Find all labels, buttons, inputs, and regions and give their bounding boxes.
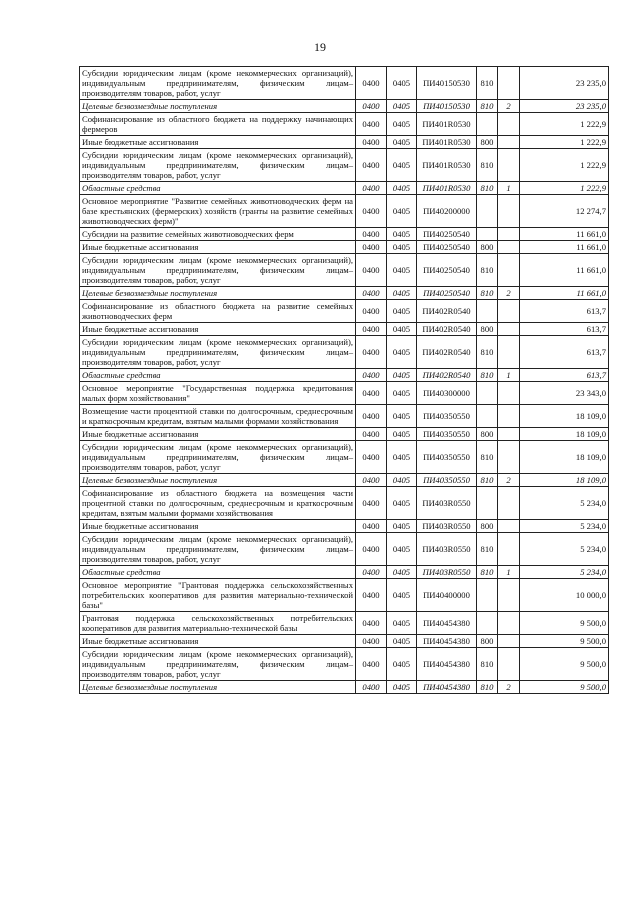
table-row	[80, 579, 609, 612]
target-article-cell: ПИ40200000	[417, 195, 477, 228]
expense-type-cell	[477, 612, 498, 635]
section-code-cell: 0400	[356, 579, 387, 612]
amount-cell: 5 234,0	[520, 520, 609, 533]
target-article-cell: ПИ40454380	[417, 681, 477, 694]
expense-type-cell: 800	[477, 241, 498, 254]
funding-source-cell	[498, 405, 520, 428]
amount-cell: 9 500,0	[520, 648, 609, 681]
expense-type-cell: 810	[477, 441, 498, 474]
subsection-code-cell: 0405	[387, 635, 417, 648]
row-name-cell: Областные средства	[80, 182, 356, 195]
target-article-cell: ПИ403R0550	[417, 487, 477, 520]
row-name-cell: Возмещение части процентной ставки по долгосрочным, среднесрочным и краткосрочным кредитам, взятым малыми формами хозяйствования	[80, 405, 356, 428]
row-name-cell: Субсидии юридическим лицам (кроме некоммерческих организаций), индивидуальным предпринимателям, физическим лицам–производителям товаров, работ, услуг	[80, 336, 356, 369]
subsection-code-cell: 0405	[387, 612, 417, 635]
table-row	[80, 681, 609, 694]
funding-source-cell	[498, 300, 520, 323]
expense-type-cell: 810	[477, 474, 498, 487]
expense-type-cell: 810	[477, 254, 498, 287]
row-name-cell: Основное мероприятие "Грантовая поддержка сельскохозяйственных потребительских кооперативов для развития материально-технической базы"	[80, 579, 356, 612]
amount-cell: 613,7	[520, 369, 609, 382]
amount-cell: 613,7	[520, 300, 609, 323]
amount-cell: 613,7	[520, 336, 609, 369]
target-article-cell: ПИ40250540	[417, 241, 477, 254]
funding-source-cell	[498, 382, 520, 405]
subsection-code-cell: 0405	[387, 405, 417, 428]
target-article-cell: ПИ40150530	[417, 100, 477, 113]
target-article-cell: ПИ403R0550	[417, 520, 477, 533]
row-name-cell: Субсидии юридическим лицам (кроме некоммерческих организаций), индивидуальным предпринимателям, физическим лицам–производителям товаров, работ, услуг	[80, 149, 356, 182]
row-name-cell: Софинансирование из областного бюджета на развитие семейных животноводческих ферм	[80, 300, 356, 323]
amount-cell: 1 222,9	[520, 149, 609, 182]
subsection-code-cell: 0405	[387, 579, 417, 612]
row-name-cell: Целевые безвозмездные поступления	[80, 100, 356, 113]
table-row	[80, 405, 609, 428]
amount-cell: 18 109,0	[520, 428, 609, 441]
amount-cell: 1 222,9	[520, 182, 609, 195]
subsection-code-cell: 0405	[387, 254, 417, 287]
expense-type-cell: 800	[477, 136, 498, 149]
row-name-cell: Иные бюджетные ассигнования	[80, 635, 356, 648]
funding-source-cell	[498, 520, 520, 533]
subsection-code-cell: 0405	[387, 323, 417, 336]
table-row	[80, 533, 609, 566]
amount-cell: 9 500,0	[520, 635, 609, 648]
expense-type-cell: 800	[477, 428, 498, 441]
section-code-cell: 0400	[356, 323, 387, 336]
section-code-cell: 0400	[356, 566, 387, 579]
funding-source-cell: 1	[498, 182, 520, 195]
amount-cell: 11 661,0	[520, 228, 609, 241]
subsection-code-cell: 0405	[387, 67, 417, 100]
budget-table-body	[80, 67, 609, 694]
funding-source-cell	[498, 254, 520, 287]
amount-cell: 5 234,0	[520, 533, 609, 566]
expense-type-cell: 810	[477, 149, 498, 182]
subsection-code-cell: 0405	[387, 382, 417, 405]
subsection-code-cell: 0405	[387, 336, 417, 369]
row-name-cell: Субсидии юридическим лицам (кроме некоммерческих организаций), индивидуальным предпринимателям, физическим лицам–производителям товаров, работ, услуг	[80, 254, 356, 287]
funding-source-cell	[498, 136, 520, 149]
table-row	[80, 100, 609, 113]
table-row	[80, 566, 609, 579]
section-code-cell: 0400	[356, 487, 387, 520]
amount-cell: 18 109,0	[520, 441, 609, 474]
subsection-code-cell: 0405	[387, 441, 417, 474]
section-code-cell: 0400	[356, 254, 387, 287]
subsection-code-cell: 0405	[387, 113, 417, 136]
amount-cell: 9 500,0	[520, 681, 609, 694]
table-row	[80, 113, 609, 136]
funding-source-cell: 1	[498, 369, 520, 382]
expense-type-cell: 800	[477, 635, 498, 648]
section-code-cell: 0400	[356, 228, 387, 241]
table-row	[80, 336, 609, 369]
funding-source-cell	[498, 612, 520, 635]
table-row	[80, 441, 609, 474]
table-row	[80, 474, 609, 487]
subsection-code-cell: 0405	[387, 487, 417, 520]
row-name-cell: Грантовая поддержка сельскохозяйственных потребительских кооперативов для развития материально-технической базы	[80, 612, 356, 635]
section-code-cell: 0400	[356, 67, 387, 100]
expense-type-cell	[477, 405, 498, 428]
row-name-cell: Иные бюджетные ассигнования	[80, 241, 356, 254]
amount-cell: 613,7	[520, 323, 609, 336]
table-row	[80, 382, 609, 405]
table-row	[80, 67, 609, 100]
subsection-code-cell: 0405	[387, 287, 417, 300]
funding-source-cell	[498, 441, 520, 474]
row-name-cell: Областные средства	[80, 369, 356, 382]
table-row	[80, 149, 609, 182]
target-article-cell: ПИ40400000	[417, 579, 477, 612]
target-article-cell: ПИ403R0550	[417, 566, 477, 579]
table-row	[80, 428, 609, 441]
target-article-cell: ПИ40250540	[417, 287, 477, 300]
funding-source-cell	[498, 241, 520, 254]
subsection-code-cell: 0405	[387, 520, 417, 533]
section-code-cell: 0400	[356, 635, 387, 648]
amount-cell: 23 343,0	[520, 382, 609, 405]
row-name-cell: Целевые безвозмездные поступления	[80, 287, 356, 300]
row-name-cell: Основное мероприятие "Развитие семейных животноводческих ферм на базе крестьянских (фермерских) хозяйств (гранты на развитие семейных животноводческих ферм)"	[80, 195, 356, 228]
table-row	[80, 195, 609, 228]
row-name-cell: Иные бюджетные ассигнования	[80, 323, 356, 336]
target-article-cell: ПИ40350550	[417, 405, 477, 428]
target-article-cell: ПИ401R0530	[417, 113, 477, 136]
subsection-code-cell: 0405	[387, 149, 417, 182]
section-code-cell: 0400	[356, 136, 387, 149]
table-row	[80, 648, 609, 681]
row-name-cell: Субсидии юридическим лицам (кроме некоммерческих организаций), индивидуальным предпринимателям, физическим лицам–производителям товаров, работ, услуг	[80, 533, 356, 566]
target-article-cell: ПИ401R0530	[417, 149, 477, 182]
amount-cell: 5 234,0	[520, 487, 609, 520]
section-code-cell: 0400	[356, 428, 387, 441]
section-code-cell: 0400	[356, 195, 387, 228]
expense-type-cell	[477, 113, 498, 136]
table-row	[80, 254, 609, 287]
amount-cell: 11 661,0	[520, 241, 609, 254]
row-name-cell: Областные средства	[80, 566, 356, 579]
table-row	[80, 287, 609, 300]
table-row	[80, 612, 609, 635]
target-article-cell: ПИ40250540	[417, 228, 477, 241]
expense-type-cell	[477, 228, 498, 241]
subsection-code-cell: 0405	[387, 566, 417, 579]
section-code-cell: 0400	[356, 149, 387, 182]
subsection-code-cell: 0405	[387, 681, 417, 694]
funding-source-cell	[498, 487, 520, 520]
amount-cell: 5 234,0	[520, 566, 609, 579]
row-name-cell: Субсидии юридическим лицам (кроме некоммерческих организаций), индивидуальным предпринимателям, физическим лицам–производителям товаров, работ, услуг	[80, 441, 356, 474]
funding-source-cell	[498, 149, 520, 182]
subsection-code-cell: 0405	[387, 648, 417, 681]
section-code-cell: 0400	[356, 100, 387, 113]
table-row	[80, 487, 609, 520]
page-number: 19	[314, 40, 326, 54]
row-name-cell: Основное мероприятие "Государственная поддержка кредитования малых форм хозяйствования"	[80, 382, 356, 405]
amount-cell: 23 235,0	[520, 67, 609, 100]
section-code-cell: 0400	[356, 241, 387, 254]
subsection-code-cell: 0405	[387, 195, 417, 228]
table-row	[80, 635, 609, 648]
funding-source-cell	[498, 113, 520, 136]
funding-source-cell	[498, 648, 520, 681]
section-code-cell: 0400	[356, 681, 387, 694]
budget-table	[79, 66, 609, 694]
section-code-cell: 0400	[356, 382, 387, 405]
section-code-cell: 0400	[356, 612, 387, 635]
expense-type-cell: 810	[477, 681, 498, 694]
subsection-code-cell: 0405	[387, 182, 417, 195]
row-name-cell: Иные бюджетные ассигнования	[80, 136, 356, 149]
expense-type-cell	[477, 300, 498, 323]
expense-type-cell: 810	[477, 533, 498, 566]
row-name-cell: Иные бюджетные ассигнования	[80, 428, 356, 441]
subsection-code-cell: 0405	[387, 474, 417, 487]
target-article-cell: ПИ40300000	[417, 382, 477, 405]
amount-cell: 1 222,9	[520, 113, 609, 136]
amount-cell: 1 222,9	[520, 136, 609, 149]
subsection-code-cell: 0405	[387, 136, 417, 149]
section-code-cell: 0400	[356, 300, 387, 323]
expense-type-cell: 800	[477, 323, 498, 336]
expense-type-cell: 810	[477, 369, 498, 382]
expense-type-cell: 810	[477, 336, 498, 369]
expense-type-cell	[477, 579, 498, 612]
funding-source-cell: 2	[498, 474, 520, 487]
expense-type-cell: 810	[477, 100, 498, 113]
subsection-code-cell: 0405	[387, 100, 417, 113]
section-code-cell: 0400	[356, 474, 387, 487]
section-code-cell: 0400	[356, 336, 387, 369]
expense-type-cell	[477, 195, 498, 228]
section-code-cell: 0400	[356, 648, 387, 681]
expense-type-cell	[477, 487, 498, 520]
target-article-cell: ПИ40454380	[417, 635, 477, 648]
section-code-cell: 0400	[356, 533, 387, 566]
row-name-cell: Субсидии юридическим лицам (кроме некоммерческих организаций), индивидуальным предпринимателям, физическим лицам–производителям товаров, работ, услуг	[80, 648, 356, 681]
amount-cell: 10 000,0	[520, 579, 609, 612]
row-name-cell: Субсидии юридическим лицам (кроме некоммерческих организаций), индивидуальным предпринимателям, физическим лицам–производителям товаров, работ, услуг	[80, 67, 356, 100]
expense-type-cell: 810	[477, 287, 498, 300]
funding-source-cell	[498, 428, 520, 441]
target-article-cell: ПИ40350550	[417, 428, 477, 441]
expense-type-cell: 810	[477, 67, 498, 100]
row-name-cell: Иные бюджетные ассигнования	[80, 520, 356, 533]
funding-source-cell: 2	[498, 681, 520, 694]
target-article-cell: ПИ402R0540	[417, 300, 477, 323]
expense-type-cell: 810	[477, 182, 498, 195]
target-article-cell: ПИ401R0530	[417, 136, 477, 149]
funding-source-cell	[498, 579, 520, 612]
row-name-cell: Софинансирование из областного бюджета на возмещения части процентной ставки по долгосрочным, среднесрочным и краткосрочным кредитам, взятым малыми формами хозяйствования	[80, 487, 356, 520]
funding-source-cell: 2	[498, 100, 520, 113]
target-article-cell: ПИ40350550	[417, 441, 477, 474]
table-row	[80, 136, 609, 149]
expense-type-cell: 810	[477, 648, 498, 681]
row-name-cell: Софинансирование из областного бюджета на поддержку начинающих фермеров	[80, 113, 356, 136]
target-article-cell: ПИ40454380	[417, 612, 477, 635]
section-code-cell: 0400	[356, 113, 387, 136]
section-code-cell: 0400	[356, 441, 387, 474]
amount-cell: 11 661,0	[520, 287, 609, 300]
table-row	[80, 323, 609, 336]
expense-type-cell: 810	[477, 566, 498, 579]
funding-source-cell	[498, 323, 520, 336]
section-code-cell: 0400	[356, 520, 387, 533]
funding-source-cell	[498, 533, 520, 566]
target-article-cell: ПИ403R0550	[417, 533, 477, 566]
subsection-code-cell: 0405	[387, 228, 417, 241]
section-code-cell: 0400	[356, 405, 387, 428]
row-name-cell: Субсидии на развитие семейных животноводческих ферм	[80, 228, 356, 241]
section-code-cell: 0400	[356, 369, 387, 382]
target-article-cell: ПИ40454380	[417, 648, 477, 681]
target-article-cell: ПИ40350550	[417, 474, 477, 487]
table-row	[80, 369, 609, 382]
target-article-cell: ПИ402R0540	[417, 336, 477, 369]
expense-type-cell	[477, 382, 498, 405]
target-article-cell: ПИ40250540	[417, 254, 477, 287]
funding-source-cell	[498, 195, 520, 228]
subsection-code-cell: 0405	[387, 241, 417, 254]
target-article-cell: ПИ401R0530	[417, 182, 477, 195]
subsection-code-cell: 0405	[387, 369, 417, 382]
funding-source-cell	[498, 67, 520, 100]
funding-source-cell: 1	[498, 566, 520, 579]
amount-cell: 18 109,0	[520, 405, 609, 428]
row-name-cell: Целевые безвозмездные поступления	[80, 474, 356, 487]
amount-cell: 12 274,7	[520, 195, 609, 228]
target-article-cell: ПИ402R0540	[417, 323, 477, 336]
section-code-cell: 0400	[356, 182, 387, 195]
funding-source-cell: 2	[498, 287, 520, 300]
subsection-code-cell: 0405	[387, 300, 417, 323]
funding-source-cell	[498, 336, 520, 369]
funding-source-cell	[498, 635, 520, 648]
table-row	[80, 520, 609, 533]
table-row	[80, 300, 609, 323]
table-row	[80, 182, 609, 195]
target-article-cell: ПИ40150530	[417, 67, 477, 100]
amount-cell: 9 500,0	[520, 612, 609, 635]
target-article-cell: ПИ402R0540	[417, 369, 477, 382]
amount-cell: 23 235,0	[520, 100, 609, 113]
table-row	[80, 241, 609, 254]
funding-source-cell	[498, 228, 520, 241]
section-code-cell: 0400	[356, 287, 387, 300]
subsection-code-cell: 0405	[387, 428, 417, 441]
row-name-cell: Целевые безвозмездные поступления	[80, 681, 356, 694]
expense-type-cell: 800	[477, 520, 498, 533]
subsection-code-cell: 0405	[387, 533, 417, 566]
table-row	[80, 228, 609, 241]
amount-cell: 18 109,0	[520, 474, 609, 487]
amount-cell: 11 661,0	[520, 254, 609, 287]
